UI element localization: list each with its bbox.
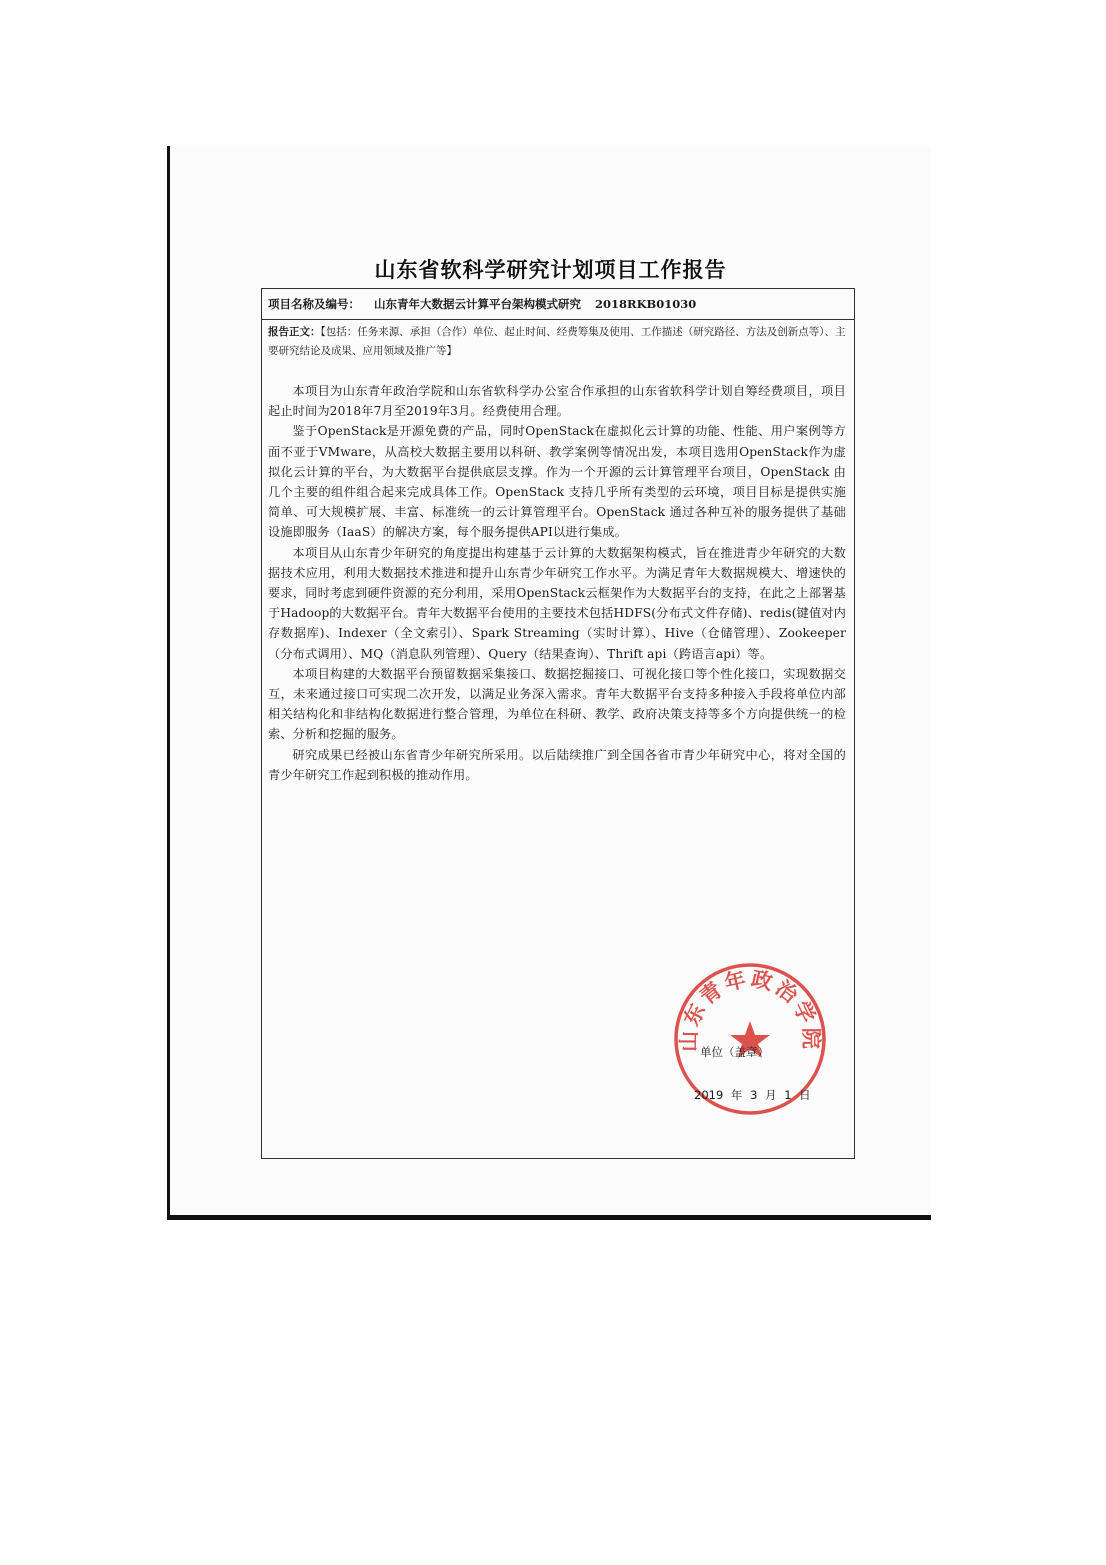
- seal-date: 2019 年 3 月 1 日: [694, 1088, 811, 1102]
- project-label: 项目名称及编号：: [268, 297, 360, 311]
- paragraph: 研究成果已经被山东省青少年研究所采用。以后陆续推广到全国各省市青少年研究中心，将对全国的青少年研究工作起到积极的推动作用。: [268, 747, 846, 782]
- report-instructions: 【包括：任务来源、承担（合作）单位、起止时间、经费筹集及使用、工作描述（研究路径、方法及创新点等）、主要研究结论及成果、应用领域及推广等】: [268, 326, 846, 357]
- report-form: [261, 288, 855, 1159]
- project-row: [262, 289, 854, 320]
- scanned-page: [167, 146, 931, 1220]
- paragraph: 本项目从山东青少年研究的角度提出构建基于云计算的大数据架构模式，旨在推进青少年研究的大数据技术应用，利用大数据技术推进和提升山东青少年研究工作水平。为满足青年大数据规模大、增速快的要求，同时考虑到硬件资源的充分利用，采用OpenStack云框架作为大数据平台的支持，在此之上部署基于Hadoop的大数据平台。青年大数据平台使用的主要技术包括HDFS(分布式文件存储)、redis(键值对内存数据库)、Indexer（全文索引）、Spark Streaming（实时计算）、Hive（仓储管理）、Zookeeper（分布式调用）、MQ（消息队列管理）、Query（结果查询）、Thrift api（跨语言api）等。: [268, 545, 846, 661]
- project-name: 山东青年大数据云计算平台架构模式研究: [374, 297, 581, 311]
- seal-caption: 单位（盖章）: [700, 1045, 769, 1059]
- project-code: 2018RKB01030: [595, 297, 697, 311]
- paragraph: 鉴于OpenStack是开源免费的产品，同时OpenStack在虚拟化云计算的功能、性能、用户案例等方面不亚于VMware，从高校大数据主要用以科研、教学案例等情况出发，本项目选用OpenStack作为虚拟化云计算的平台，为大数据平台提供底层支撑。作为一个开源的云计算管理平台项目，OpenStack 由几个主要的组件组合起来完成具体工作。OpenStack 支持几乎所有类型的云环境，项目目标是提供实施简单、可大规模扩展、丰富、标准统一的云计算管理平台。OpenStack 通过各种互补的服务提供了基础设施即服务（IaaS）的解决方案，每个服务提供API以进行集成。: [268, 424, 846, 540]
- report-content: [268, 381, 846, 785]
- paragraph: 本项目构建的大数据平台预留数据采集接口、数据挖掘接口、可视化接口等个性化接口，实现数据交互，未来通过接口可实现二次开发，以满足业务深入需求。青年大数据平台支持多种接入手段将单位内部相关结构化和非结构化数据进行整合管理，为单位在科研、教学、政府决策支持等多个方向提供统一的检索、分析和挖掘的服务。: [268, 666, 846, 742]
- seal-arc-text: 山东青年政治学院: [675, 965, 825, 1052]
- report-body: [262, 319, 854, 1158]
- report-header: [268, 323, 848, 361]
- paragraph: 本项目为山东青年政治学院和山东省软科学办公室合作承担的山东省软科学计划自筹经费项目，项目起止时间为2018年7月至2019年3月。经费使用合理。: [268, 384, 846, 419]
- document-title: 山东省软科学研究计划项目工作报告: [374, 258, 727, 282]
- report-label: 报告正文：: [268, 326, 321, 338]
